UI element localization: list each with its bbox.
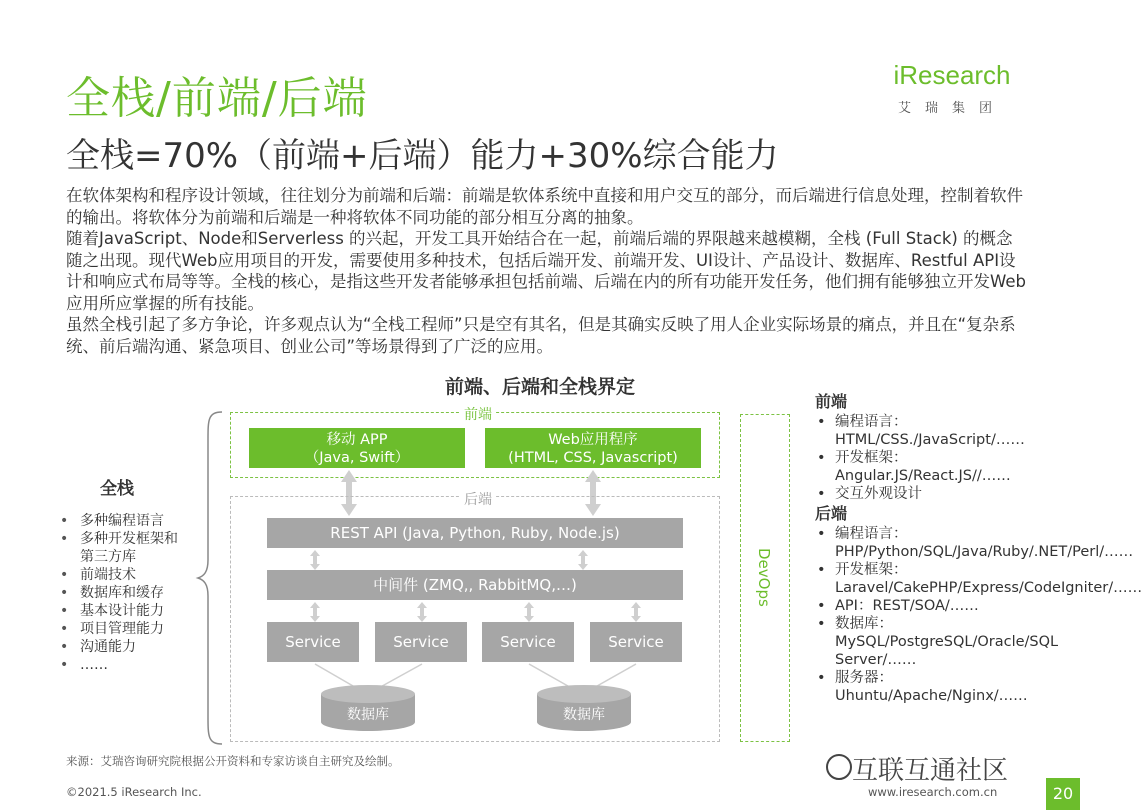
- list-item: • 编程语言：PHP/Python/SQL/Java/Ruby/.NET/Perl/……: [815, 525, 1045, 561]
- devops-label: DevOps: [755, 547, 773, 607]
- service-box: Service: [375, 622, 467, 662]
- service-box: Service: [267, 622, 359, 662]
- mobile-app-title: 移动 APP: [326, 432, 388, 448]
- frontend-side-title: 前端: [815, 392, 848, 411]
- list-item: • 数据库：MySQL/PostgreSQL/Oracle/SQL Server/……: [815, 615, 1045, 669]
- database-label: 数据库: [347, 707, 389, 723]
- list-item: • 编程语言：HTML/CSS./JavaScript/……: [815, 413, 1045, 449]
- watermark-text: 互联互通社区: [852, 756, 1009, 786]
- copyright: ©2021.5 iResearch Inc.: [66, 785, 202, 799]
- list-item: • 开发框架：Laravel/CakePHP/Express/CodeIgniter/……: [815, 561, 1045, 597]
- page-subtitle: 全栈=70%（前端+后端）能力+30%综合能力: [66, 136, 779, 176]
- list-item: • 服务器：Uhuntu/Apache/Nginx/……: [815, 669, 1045, 705]
- frontend-side-list: [815, 413, 1045, 503]
- service-box: Service: [482, 622, 574, 662]
- middleware-bar: 中间件 (ZMQ,, RabbitMQ,…): [267, 570, 683, 600]
- wechat-icon: [826, 754, 852, 780]
- backend-side-title: 后端: [815, 504, 848, 523]
- backend-side-list: [815, 525, 1142, 705]
- web-app-title: Web应用程序: [548, 432, 638, 448]
- list-item: • 开发框架：Angular.JS/React.JS//……: [815, 449, 1045, 485]
- logo-main-text: iResearch: [893, 60, 1011, 90]
- list-item: • 多种开发框架和第三方库: [60, 530, 190, 566]
- logo-sub-text: 艾瑞集团: [897, 101, 1006, 116]
- devops-label-wrap: [740, 414, 788, 740]
- list-item: • API：REST/SOA/……: [815, 597, 1045, 615]
- database-label: 数据库: [563, 707, 605, 723]
- list-item: • 交互外观设计: [815, 485, 1045, 503]
- fullstack-title: 全栈: [100, 479, 134, 499]
- page-title: 全栈/前端/后端: [66, 73, 368, 124]
- list-item: • 前端技术: [60, 566, 190, 584]
- rest-api-bar: REST API (Java, Python, Ruby, Node.js): [267, 518, 683, 548]
- intro-paragraph-1: 在软体架构和程序设计领域，往往划分为前端和后端：前端是软体系统中直接和用户交互的部分，而后端进行信息处理，控制着软件的输出。将软体分为前端和后端是一种将软体不同功能的部分相互分离的抽象。: [66, 186, 1023, 227]
- mobile-app-langs: （Java, Swift）: [304, 450, 410, 466]
- service-box: Service: [590, 622, 682, 662]
- web-app-langs: (HTML, CSS, Javascript): [508, 450, 678, 466]
- website-url: www.iresearch.com.cn: [868, 785, 998, 799]
- list-item: • 沟通能力: [60, 638, 190, 656]
- list-item: • 多种编程语言: [60, 512, 190, 530]
- side-panel: [815, 392, 1142, 705]
- list-item: • 项目管理能力: [60, 620, 190, 638]
- list-item: • 数据库和缓存: [60, 584, 190, 602]
- intro-paragraph-3: 虽然全栈引起了多方争论，许多观点认为“全栈工程师”只是空有其名，但是其确实反映了用人企业实际场景的痛点，并且在“复杂系统、前后端沟通、紧急项目、创业公司”等场景得到了广泛的应用。: [66, 315, 1016, 356]
- list-item: • 基本设计能力: [60, 602, 190, 620]
- source-note: 来源：艾瑞咨询研究院根据公开资料和专家访谈自主研究及绘制。: [66, 754, 400, 768]
- backend-label: 后端: [460, 489, 496, 509]
- list-item: • ……: [60, 656, 190, 674]
- frontend-label: 前端: [460, 404, 496, 424]
- page-number: 20: [1046, 778, 1080, 810]
- diagram-title: 前端、后端和全栈界定: [444, 376, 635, 398]
- intro-paragraph-2: 随着JavaScript、Node和Serverless 的兴起，开发工具开始结合在一起，前端后端的界限越来越模糊，全栈 (Full Stack) 的概念随之出现。现代Web应用项目的开发，需要使用多种技术，包括后端开发、前端开发、UI设计、产品设计、数据库、Restful API设计和响应式布局等等。全栈的核心，是指这些开发者能够承担包括前端、后端在内的所有功能开发任务，他们拥有能够独立开发Web应用所应掌握的所有技能。: [66, 229, 1026, 313]
